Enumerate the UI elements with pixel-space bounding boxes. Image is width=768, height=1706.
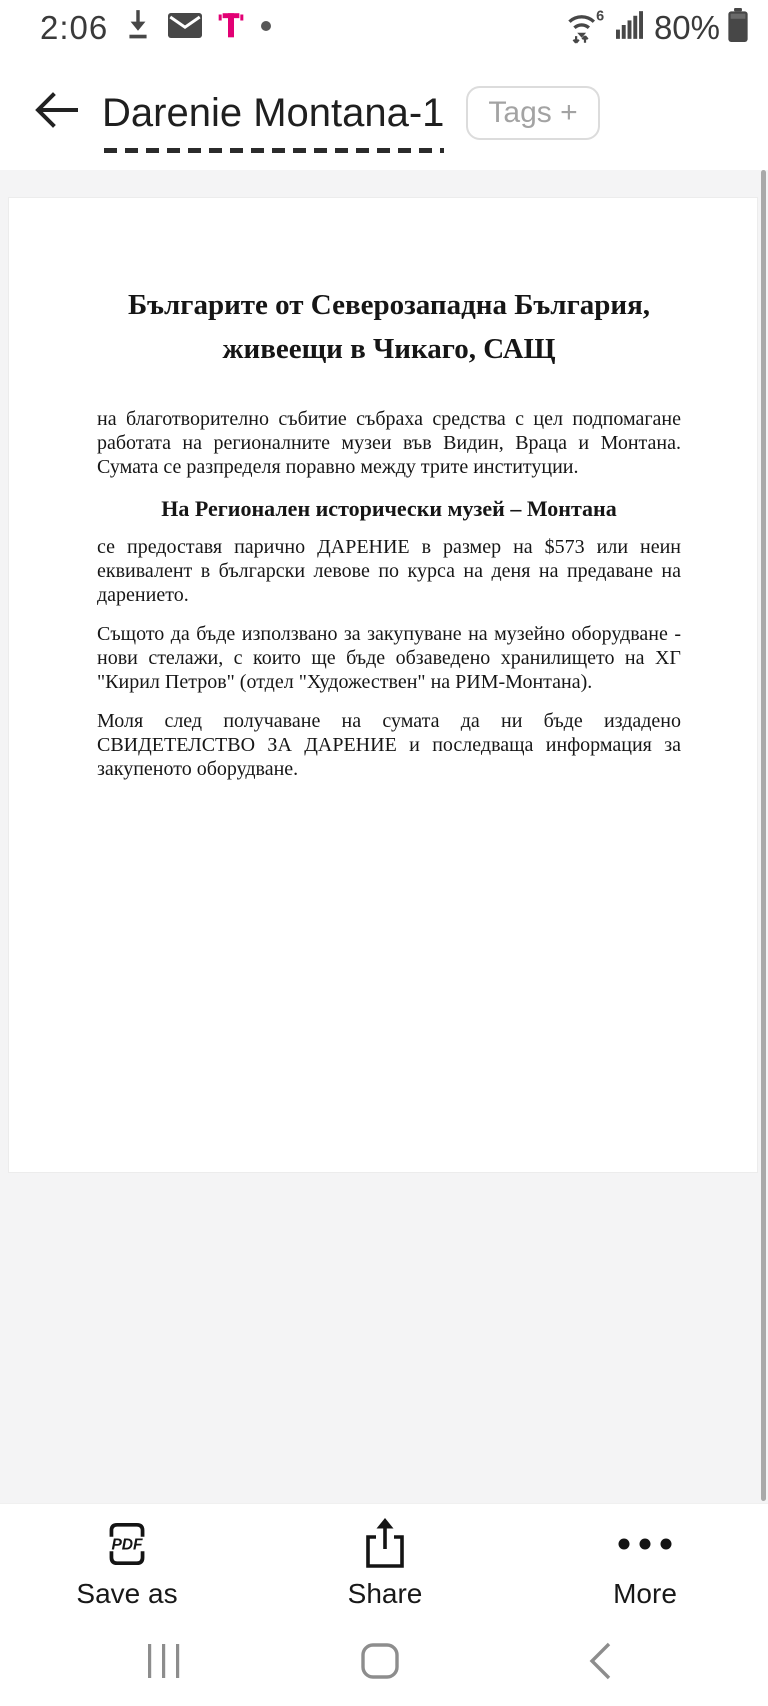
- note-title[interactable]: Darenie Montana-1: [102, 90, 445, 135]
- share-button[interactable]: [315, 1516, 455, 1610]
- scrollbar[interactable]: [761, 170, 766, 1501]
- bottom-toolbar: [0, 1503, 768, 1621]
- battery-percent: 80%: [653, 8, 720, 46]
- chevron-left-icon: [589, 1642, 611, 1685]
- share-icon: [359, 1516, 411, 1572]
- document-viewer[interactable]: [0, 170, 768, 1503]
- signal-strength-icon: [616, 10, 646, 45]
- document-page[interactable]: [8, 197, 758, 1173]
- status-bar: [0, 0, 768, 55]
- more-label: More: [613, 1578, 677, 1609]
- save-as-button[interactable]: [57, 1516, 197, 1610]
- title-dashed-underline: [104, 148, 444, 153]
- download-icon: [124, 9, 152, 46]
- doc-paragraph: се предоставя парично ДАРЕНИЕ в размер на $573 или неин еквивалент в български левове по курса на деня на предаване на дарението.: [97, 536, 681, 606]
- note-title-wrap[interactable]: [102, 89, 444, 137]
- doc-title: [97, 283, 681, 371]
- share-label: Share: [347, 1578, 423, 1609]
- home-icon: [361, 1643, 399, 1684]
- back-button[interactable]: [24, 81, 88, 145]
- doc-paragraph: Същото да бъде използвано за закупуване на музейно оборудване - нови стелажи, с които ще бъде обзаведено хранилището на ХГ "Кирил Петров" (отдел "Художествен" на РИМ-Монтана).: [97, 623, 681, 693]
- more-dots-icon: [617, 1516, 673, 1572]
- battery-icon: [728, 8, 748, 47]
- arrow-left-icon: [33, 90, 79, 135]
- svg-text:PDF: PDF: [111, 1536, 143, 1554]
- more-button[interactable]: [575, 1516, 715, 1610]
- doc-paragraph: Моля след получаване на сумата да ни бъде издадено СВИДЕТЕЛСТВО ЗА ДАРЕНИЕ и последваща информация за закупеното оборудване.: [97, 710, 681, 780]
- home-button[interactable]: [335, 1621, 425, 1706]
- wifi6-icon: [562, 5, 608, 50]
- recents-button[interactable]: [119, 1621, 209, 1706]
- android-nav-bar: [0, 1621, 768, 1706]
- doc-title-line2: живеещи в Чикаго, САЩ: [222, 333, 556, 365]
- doc-paragraph: на благотворително събитие събраха средства с цел подпомагане работата на регионалните музеи във Видин, Враца и Монтана. Сумата се разпределя поравно между трите институции.: [97, 408, 681, 478]
- save-as-pdf-icon: [99, 1516, 155, 1572]
- recents-icon: [147, 1644, 181, 1683]
- clock: 2:06: [40, 8, 109, 46]
- header: [0, 55, 768, 170]
- back-nav-button[interactable]: [555, 1621, 645, 1706]
- doc-subheading: На Регионален исторически музей – Монтана: [161, 496, 617, 521]
- svg-text:6: 6: [596, 8, 605, 25]
- tmobile-icon: [218, 10, 244, 45]
- email-icon: [168, 13, 202, 43]
- tags-button[interactable]: Tags +: [466, 86, 599, 140]
- doc-title-line1: Българите от Северозападна България,: [127, 289, 651, 321]
- save-as-label: Save as: [76, 1578, 178, 1609]
- notification-dot-icon: [260, 19, 272, 37]
